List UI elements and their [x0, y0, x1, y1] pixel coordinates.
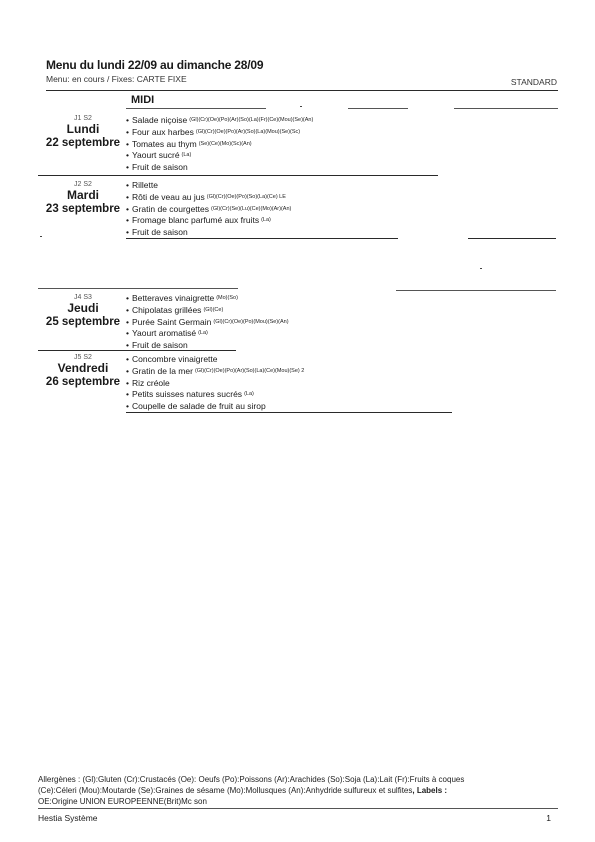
day-header-lundi [30, 115, 136, 150]
footer-software: Hestia Système [38, 813, 98, 823]
day-name: Lundi [66, 122, 100, 136]
list-item: • Gratin de courgettes $^{(Gl)(Cr)(Se)(Lu)(Ce)(Mo)(Ar)(An)}$ [126, 204, 291, 216]
dish-list-vendredi [126, 354, 304, 413]
scan-speck [300, 106, 302, 107]
day-divider [38, 350, 134, 351]
day-header-vendredi [30, 354, 136, 389]
list-item: • Gratin de la mer $^{(Gl)(Cr)(Oe)(Po)(Ar)(So)(La)(Ce)(Mou)(Se) 2}$ [126, 366, 304, 378]
dish-list-mardi [126, 180, 291, 239]
legend-line: OE:Origine UNION EUROPEENNE(Brit)Mc son [38, 797, 207, 806]
day-name: Jeudi [67, 301, 99, 315]
day-code: J2 S2 [74, 181, 92, 188]
list-item: • Rôti de veau au jus $^{(Gl)(Cr)(Oe)(Po)(So)(La)(Ce) LE}$ [126, 192, 291, 204]
column-divider [348, 108, 408, 109]
list-item: • Riz créole [126, 378, 304, 390]
day-divider [38, 288, 238, 289]
day-name: Mardi [66, 188, 99, 202]
page-number: 1 [546, 813, 551, 823]
list-item: • Fruit de saison [126, 340, 289, 352]
day-code: J1 S2 [74, 115, 92, 122]
day-header-mardi [30, 181, 136, 216]
labels-word: , Labels : [412, 786, 448, 795]
list-item: • Purée Saint Germain $^{(Gl)(Cr)(Oe)(Po)(Mou)(Se)(An)}$ [126, 317, 289, 329]
list-item: • Betteraves vinaigrette $^{(Mo)(So)}$ [126, 293, 289, 305]
legend-line: Allergènes : (Gl):Gluten (Cr):Crustacés (Oe): Oeufs (Po):Poissons (Ar):Arachides (So):Soja (La):Lait (Fr):Fruits à coques [38, 775, 465, 784]
day-divider [468, 238, 556, 239]
day-divider [126, 238, 398, 239]
header-divider [46, 90, 558, 91]
scan-speck [480, 268, 482, 269]
service-label: MIDI [131, 94, 155, 106]
list-item: • Concombre vinaigrette [126, 354, 304, 366]
day-divider [126, 412, 452, 413]
day-divider [38, 175, 132, 176]
list-item: • Petits suisses natures sucrés $^{(La)}$ [126, 389, 304, 401]
day-date: 22 septembre [45, 137, 121, 149]
list-item: • Yaourt aromatisé $^{(La)}$ [126, 328, 289, 340]
day-header-jeudi [30, 294, 136, 329]
menu-subtitle: Menu: en cours / Fixes: CARTE FIXE [46, 74, 187, 84]
day-divider [126, 175, 438, 176]
list-item: • Four aux harbes $^{(Gl)(Cr)(Oe)(Po)(Ar)(So)(La)(Mou)(Se)(Sc)}$ [126, 127, 313, 139]
list-item: • Fromage blanc parfumé aux fruits $^{(La)}$ [126, 215, 291, 227]
day-date: 23 septembre [45, 203, 121, 215]
list-item: • Yaourt sucré $^{(La)}$ [126, 150, 313, 162]
list-item: • Salade niçoise $^{(Gl)(Cr)(Oe)(Po)(Ar)(So)(La)(Fr)(Ce)(Mou)(Se)(An)}$ [126, 115, 313, 127]
legend-line: (Ce):Céleri (Mou):Moutarde (Se):Graines de sésame (Mo):Mollusques (An):Anhydride sulfureux et sulfites, Labels : [38, 786, 448, 795]
service-underline [126, 108, 266, 109]
day-date: 25 septembre [45, 316, 121, 328]
list-item: • Coupelle de salade de fruit au sirop [126, 401, 304, 413]
list-item: • Fruit de saison [126, 227, 291, 239]
day-divider [126, 350, 236, 351]
dish-list-lundi [126, 115, 313, 174]
scan-speck [40, 236, 42, 237]
day-date: 26 septembre [45, 376, 121, 388]
footer-divider [38, 808, 558, 809]
day-code: J5 S2 [74, 354, 92, 361]
allergen-legend [38, 774, 558, 807]
list-item: • Chipolatas grillées $^{(Gl)(Ce)}$ [126, 305, 289, 317]
day-divider [396, 290, 556, 291]
day-name: Vendredi [57, 361, 109, 375]
dish-list-jeudi [126, 293, 289, 352]
list-item: • Fruit de saison [126, 162, 313, 174]
list-item: • Rillette [126, 180, 291, 192]
standard-label: STANDARD [510, 77, 557, 87]
page-title: Menu du lundi 22/09 au dimanche 28/09 [46, 58, 264, 72]
list-item: • Tomates au thym $^{(Se)(Ce)(Mo)(Sc)(An)}$ [126, 139, 313, 151]
column-divider [454, 108, 558, 109]
day-code: J4 S3 [74, 294, 92, 301]
